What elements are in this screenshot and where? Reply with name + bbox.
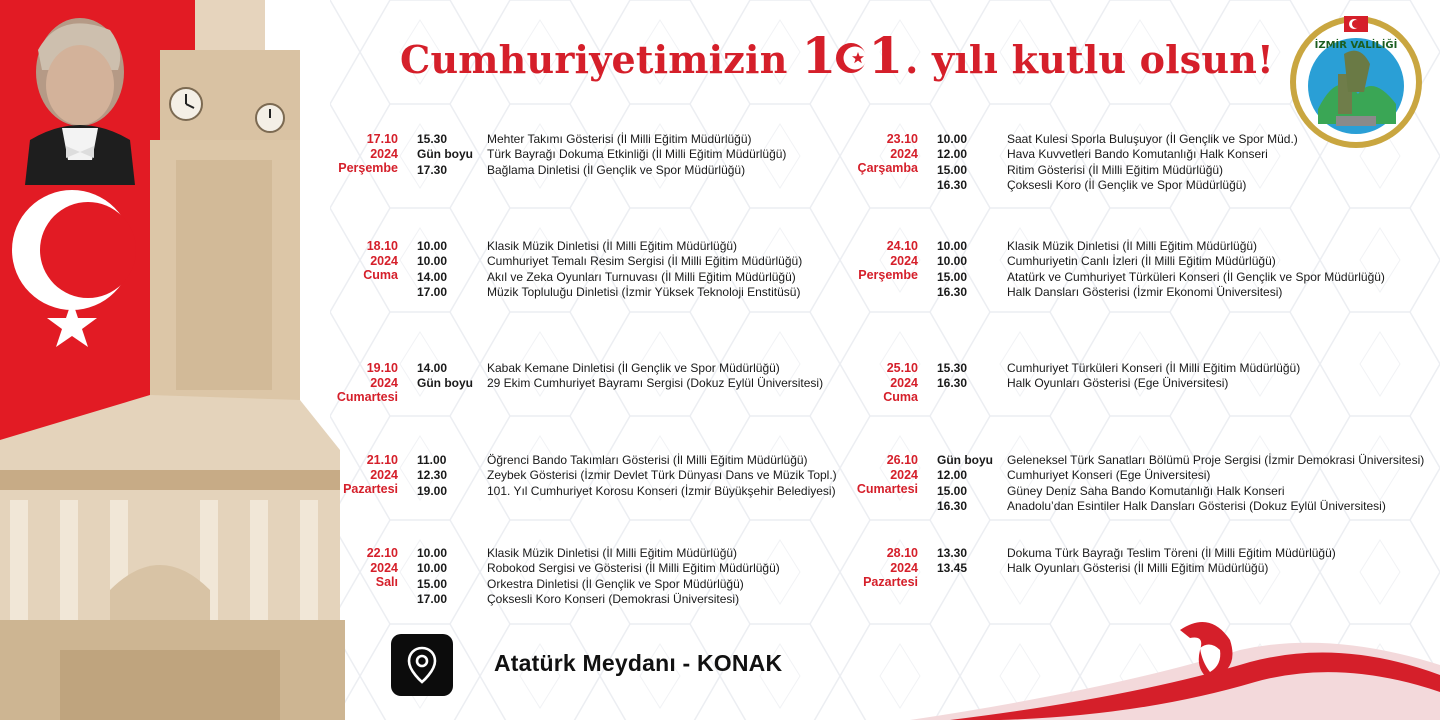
- event-row: [937, 546, 1336, 561]
- event-title: Klasik Müzik Dinletisi (İl Milli Eğitim Müdürlüğü): [487, 546, 738, 560]
- event-title: Geleneksel Türk Sanatları Bölümü Proje Sergisi (İzmir Demokrasi Üniversitesi): [1007, 453, 1425, 467]
- event-list: [417, 239, 802, 301]
- map-pin-icon: [407, 646, 437, 684]
- event-time: 15.00: [937, 162, 968, 177]
- event-time: 10.00: [937, 132, 968, 146]
- event-time: 15.00: [417, 576, 448, 591]
- day-date: [838, 453, 918, 497]
- day-year: 2024: [890, 146, 918, 161]
- event-time: 10.00: [417, 546, 448, 560]
- event-row: [937, 270, 1385, 285]
- event-row: [937, 285, 1385, 300]
- izmir-valiligi-emblem: [1288, 14, 1424, 150]
- event-title: Orkestra Dinletisi (İl Gençlik ve Spor Müdürlüğü): [487, 576, 744, 591]
- day-date: 28.10: [886, 546, 918, 560]
- event-row: [937, 361, 1300, 376]
- event-row: [937, 178, 1298, 193]
- event-row: [417, 361, 823, 376]
- anniversary-number: [802, 26, 902, 85]
- event-title: Saat Kulesi Sporla Buluşuyor (İl Gençlik ve Spor Müd.): [1007, 132, 1298, 146]
- day-date: 23.10: [886, 132, 918, 146]
- day-year: 2024: [370, 560, 398, 575]
- day-date: [318, 132, 398, 176]
- event-title: Akıl ve Zeka Oyunları Turnuvası (İl Milli Eğitim Müdürlüğü): [487, 269, 796, 284]
- title-after: . yılı kutlu olsun!: [905, 37, 1274, 82]
- event-title: Mehter Takımı Gösterisi (İl Milli Eğitim Müdürlüğü): [487, 132, 752, 146]
- day-weekday: Cumartesi: [856, 482, 918, 496]
- event-time: Gün boyu: [937, 453, 993, 467]
- day-year: 2024: [370, 146, 398, 161]
- event-time: 16.30: [937, 376, 968, 391]
- event-time: 12.00: [937, 468, 968, 483]
- event-title: Türk Bayrağı Dokuma Etkinliği (İl Milli Eğitim Müdürlüğü): [487, 147, 787, 162]
- day-year: 2024: [890, 467, 918, 482]
- event-row: [417, 254, 802, 269]
- event-time: Gün boyu: [417, 147, 473, 162]
- day-date: 24.10: [886, 239, 918, 253]
- event-title: Zeybek Gösterisi (İzmir Devlet Türk Dünyası Dans ve Müzik Topl.): [487, 468, 837, 483]
- day-date: 26.10: [886, 453, 918, 467]
- event-time: 17.00: [417, 592, 448, 607]
- event-title: Halk Dansları Gösterisi (İzmir Ekonomi Üniversitesi): [1007, 285, 1283, 300]
- event-time: 19.00: [417, 483, 448, 498]
- event-title: Halk Oyunları Gösterisi (İl Milli Eğitim Müdürlüğü): [1007, 561, 1269, 576]
- day-weekday: Cumartesi: [336, 390, 398, 404]
- event-row: [417, 147, 786, 162]
- event-list: [417, 132, 786, 178]
- event-row: [937, 561, 1336, 576]
- event-title: Klasik Müzik Dinletisi (İl Milli Eğitim Müdürlüğü): [1007, 239, 1258, 253]
- event-row: [937, 147, 1298, 162]
- event-time: 10.00: [417, 561, 448, 576]
- event-title: Ritim Gösterisi (İl Milli Eğitim Müdürlüğü): [1007, 162, 1224, 177]
- day-weekday: Salı: [375, 575, 398, 589]
- day-date: [838, 546, 918, 590]
- title-before: Cumhuriyetimizin: [400, 37, 788, 82]
- event-list: [417, 361, 823, 392]
- day-date: [838, 132, 918, 176]
- event-title: Cumhuriyetin Canlı İzleri (İl Milli Eğitim Müdürlüğü): [1007, 254, 1276, 269]
- event-title: Çoksesli Koro Konseri (Demokrasi Üniversitesi): [487, 592, 740, 607]
- event-time: 15.30: [417, 132, 448, 146]
- day-weekday: Perşembe: [338, 161, 398, 175]
- number-right: 1: [868, 26, 902, 85]
- event-time: 16.30: [937, 178, 968, 193]
- event-time: 10.00: [417, 239, 448, 253]
- day-weekday: Cuma: [883, 390, 918, 404]
- event-title: Cumhuriyet Türküleri Konseri (İl Milli Eğitim Müdürlüğü): [1007, 361, 1301, 375]
- day-weekday: Pazartesi: [863, 575, 918, 589]
- event-title: Müzik Topluluğu Dinletisi (İzmir Yüksek Teknoloji Enstitüsü): [487, 285, 801, 300]
- event-time: 10.00: [937, 254, 968, 269]
- day-year: 2024: [370, 467, 398, 482]
- day-weekday: Perşembe: [858, 268, 918, 282]
- event-row: [417, 132, 786, 147]
- event-row: [417, 468, 837, 483]
- event-title: Atatürk ve Cumhuriyet Türküleri Konseri (İl Gençlik ve Spor Müdürlüğü): [1007, 269, 1385, 284]
- day-date: [838, 361, 918, 405]
- event-list: [417, 453, 837, 499]
- event-list: [937, 361, 1300, 392]
- emblem-text: İZMİR VALİLİĞİ: [1314, 40, 1398, 51]
- event-time: 15.30: [937, 361, 968, 375]
- event-time: 14.00: [417, 269, 448, 284]
- event-row: [417, 285, 802, 300]
- event-time: 12.00: [937, 147, 968, 162]
- event-title: Klasik Müzik Dinletisi (İl Milli Eğitim Müdürlüğü): [487, 239, 738, 253]
- location-badge: [391, 634, 453, 696]
- crescent-star-icon: [834, 39, 868, 77]
- event-row: [937, 376, 1300, 391]
- event-list: [937, 239, 1385, 301]
- event-time: 17.00: [417, 285, 448, 300]
- day-date: 22.10: [366, 546, 398, 560]
- day-weekday: Pazartesi: [343, 482, 398, 496]
- event-title: Cumhuriyet Temalı Resim Sergisi (İl Milli Eğitim Müdürlüğü): [487, 254, 803, 269]
- left-artwork: [0, 0, 360, 720]
- event-title: Hava Kuvvetleri Bando Komutanlığı Halk Konseri: [1007, 147, 1268, 162]
- event-row: [417, 163, 786, 178]
- day-weekday: Cuma: [363, 268, 398, 282]
- number-left: 1: [801, 26, 835, 85]
- day-date: [838, 239, 918, 283]
- event-time: 16.30: [937, 285, 968, 300]
- event-row: [937, 468, 1424, 483]
- event-row: [937, 453, 1424, 468]
- event-row: [417, 453, 837, 468]
- event-title: Dokuma Türk Bayrağı Teslim Töreni (İl Milli Eğitim Müdürlüğü): [1007, 546, 1336, 560]
- day-date: [318, 453, 398, 497]
- flag-ribbon-decoration: [910, 620, 1440, 720]
- day-year: 2024: [890, 253, 918, 268]
- location-text: Atatürk Meydanı - KONAK: [494, 650, 783, 676]
- page-title: [400, 26, 1274, 85]
- day-year: 2024: [370, 253, 398, 268]
- day-weekday: Çarşamba: [857, 161, 918, 175]
- event-time: 17.30: [417, 162, 448, 177]
- event-title: Güney Deniz Saha Bando Komutanlığı Halk Konseri: [1007, 483, 1285, 498]
- event-row: [417, 592, 780, 607]
- event-row: [417, 561, 780, 576]
- day-date: [318, 361, 398, 405]
- event-title: Halk Oyunları Gösterisi (Ege Üniversitesi): [1007, 376, 1229, 391]
- event-title: Öğrenci Bando Takımları Gösterisi (İl Milli Eğitim Müdürlüğü): [487, 453, 808, 467]
- event-title: Robokod Sergisi ve Gösterisi (İl Milli Eğitim Müdürlüğü): [487, 561, 780, 576]
- event-row: [937, 484, 1424, 499]
- event-title: 29 Ekim Cumhuriyet Bayramı Sergisi (Dokuz Eylül Üniversitesi): [487, 376, 824, 391]
- event-title: Kabak Kemane Dinletisi (İl Gençlik ve Spor Müdürlüğü): [487, 361, 780, 375]
- event-row: [937, 132, 1298, 147]
- event-title: Cumhuriyet Konseri (Ege Üniversitesi): [1007, 468, 1211, 483]
- event-row: [937, 254, 1385, 269]
- event-time: 12.30: [417, 468, 448, 483]
- event-list: [937, 132, 1298, 194]
- event-list: [937, 453, 1424, 515]
- day-date: 25.10: [886, 361, 918, 375]
- event-row: [417, 270, 802, 285]
- day-year: 2024: [890, 375, 918, 390]
- event-row: [937, 499, 1424, 514]
- event-title: Bağlama Dinletisi (İl Gençlik ve Spor Müdürlüğü): [487, 162, 746, 177]
- event-row: [937, 163, 1298, 178]
- event-time: 14.00: [417, 361, 448, 375]
- event-time: 15.00: [937, 269, 968, 284]
- event-time: 10.00: [417, 254, 448, 269]
- event-time: 15.00: [937, 483, 968, 498]
- event-title: Çoksesli Koro (İl Gençlik ve Spor Müdürlüğü): [1007, 178, 1247, 193]
- day-date: [318, 239, 398, 283]
- day-date: 18.10: [366, 239, 398, 253]
- event-time: Gün boyu: [417, 376, 473, 391]
- day-date: [318, 546, 398, 590]
- event-title: 101. Yıl Cumhuriyet Korosu Konseri (İzmir Büyükşehir Belediyesi): [487, 483, 836, 498]
- event-time: 10.00: [937, 239, 968, 253]
- event-row: [937, 239, 1385, 254]
- event-row: [417, 484, 837, 499]
- day-year: 2024: [890, 560, 918, 575]
- day-date: 21.10: [366, 453, 398, 467]
- day-date: 19.10: [366, 361, 398, 375]
- event-time: 11.00: [417, 453, 447, 467]
- event-row: [417, 577, 780, 592]
- day-date: 17.10: [366, 132, 398, 146]
- event-list: [417, 546, 780, 608]
- day-year: 2024: [370, 375, 398, 390]
- event-time: 13.45: [937, 561, 968, 576]
- event-row: [417, 376, 823, 391]
- event-time: 13.30: [937, 546, 968, 560]
- event-title: Anadolu’dan Esintiler Halk Dansları Gösterisi (Dokuz Eylül Üniversitesi): [1007, 499, 1386, 514]
- event-row: [417, 239, 802, 254]
- event-row: [417, 546, 780, 561]
- event-list: [937, 546, 1336, 577]
- event-time: 16.30: [937, 499, 968, 514]
